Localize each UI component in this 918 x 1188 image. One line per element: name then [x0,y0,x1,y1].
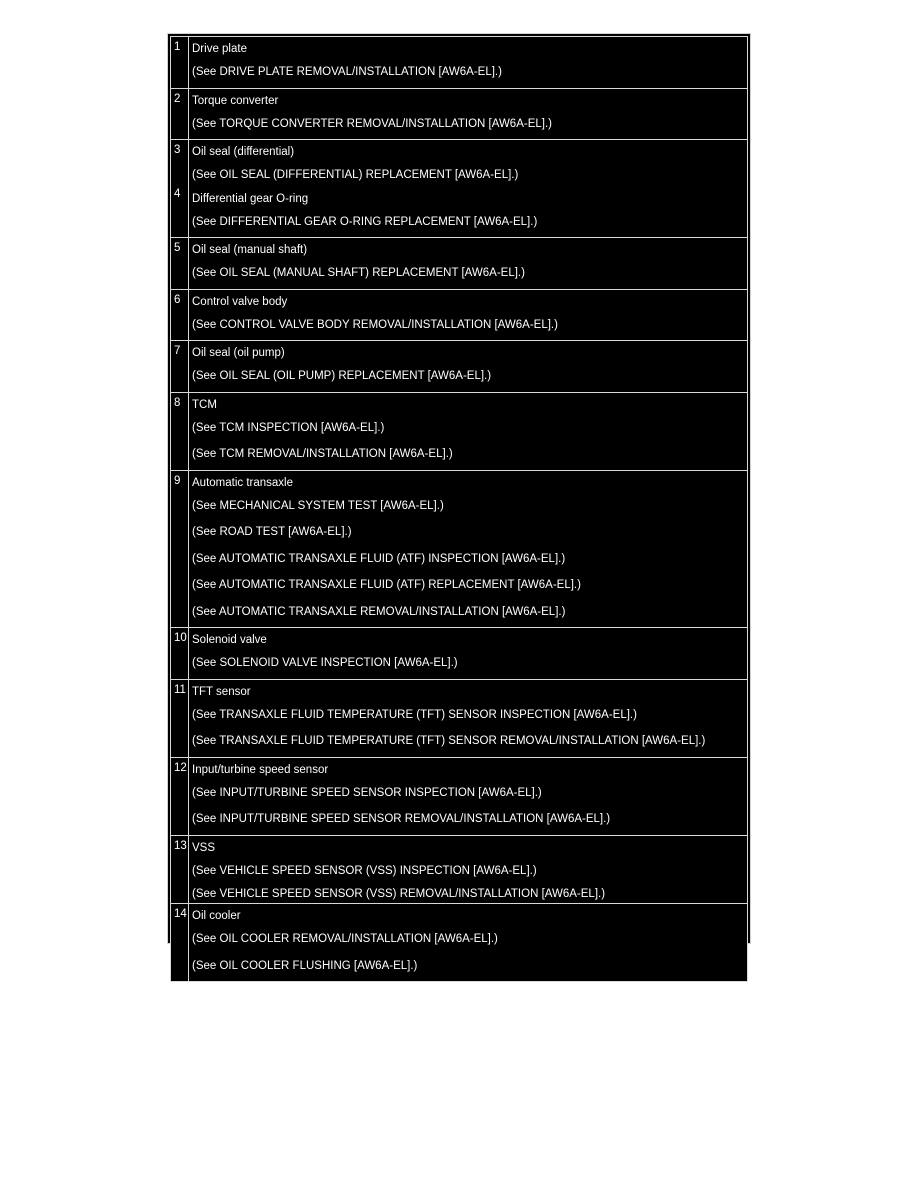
item-title: Drive plate [192,43,247,55]
item-content [189,392,748,470]
item-content [189,341,748,393]
table-row [171,904,748,982]
item-number: 12 [171,757,189,835]
item-content [189,835,748,904]
item-title: Oil seal (differential) [192,146,295,158]
item-reference-link[interactable]: (See AUTOMATIC TRANSAXLE FLUID (ATF) INSPECTION [AW6A-EL].) [192,552,566,565]
item-reference-link[interactable]: (See TRANSAXLE FLUID TEMPERATURE (TFT) SENSOR INSPECTION [AW6A-EL].) [192,708,637,721]
table-row [171,835,748,904]
item-reference-link[interactable]: (See SOLENOID VALVE INSPECTION [AW6A-EL].) [192,657,458,669]
item-content [189,238,748,290]
item-content [189,904,748,982]
item-number: 4 [174,188,181,200]
item-number: 6 [171,289,189,341]
item-reference-link[interactable]: (See DIFFERENTIAL GEAR O-RING REPLACEMENT [AW6A-EL].) [192,215,538,228]
item-number: 10 [171,628,189,680]
item-reference-link[interactable]: (See AUTOMATIC TRANSAXLE REMOVAL/INSTALLATION [AW6A-EL].) [192,605,566,618]
item-content [189,140,748,238]
item-number [171,140,189,238]
table-row [171,88,748,140]
item-title: Input/turbine speed sensor [192,763,329,776]
item-content [189,757,748,835]
table-row [171,757,748,835]
item-reference-link[interactable]: (See TRANSAXLE FLUID TEMPERATURE (TFT) SENSOR REMOVAL/INSTALLATION [AW6A-EL].) [192,735,706,747]
item-title: VSS [192,841,216,854]
item-reference-link[interactable]: (See AUTOMATIC TRANSAXLE FLUID (ATF) REPLACEMENT [AW6A-EL].) [192,579,581,591]
table-row [171,140,748,238]
table-row [171,628,748,680]
table-row [171,238,748,290]
item-number: 11 [171,679,189,757]
item-reference-link[interactable]: (See TORQUE CONVERTER REMOVAL/INSTALLATION [AW6A-EL].) [192,117,552,130]
table-row [171,341,748,393]
item-number: 13 [171,835,189,904]
item-title: Oil cooler [192,910,241,922]
item-reference-link[interactable]: (See INPUT/TURBINE SPEED SENSOR REMOVAL/INSTALLATION [AW6A-EL].) [192,813,611,825]
item-title: Oil seal (manual shaft) [192,244,308,256]
item-content [189,88,748,140]
item-title: Solenoid valve [192,634,267,646]
item-reference-link[interactable]: (See VEHICLE SPEED SENSOR (VSS) INSPECTION [AW6A-EL].) [192,864,537,877]
item-reference-link[interactable]: (See VEHICLE SPEED SENSOR (VSS) REMOVAL/INSTALLATION [AW6A-EL].) [192,888,606,900]
item-reference-link[interactable]: (See CONTROL VALVE BODY REMOVAL/INSTALLATION [AW6A-EL].) [192,318,558,331]
parts-table [170,36,748,982]
item-number: 8 [171,392,189,470]
item-number: 5 [171,238,189,290]
parts-table-body [171,37,748,982]
item-content [189,628,748,680]
item-content [189,470,748,628]
item-title: Automatic transaxle [192,476,293,489]
table-row [171,470,748,628]
item-reference-link[interactable]: (See INPUT/TURBINE SPEED SENSOR INSPECTION [AW6A-EL].) [192,786,542,799]
item-reference-link[interactable]: (See ROAD TEST [AW6A-EL].) [192,526,352,538]
item-content [189,289,748,341]
item-title: Oil seal (oil pump) [192,347,285,359]
item-content [189,679,748,757]
item-reference-link[interactable]: (See OIL SEAL (DIFFERENTIAL) REPLACEMENT [AW6A-EL].) [192,169,519,181]
item-reference-link[interactable]: (See TCM REMOVAL/INSTALLATION [AW6A-EL].) [192,448,453,460]
item-reference-link[interactable]: (See OIL SEAL (OIL PUMP) REPLACEMENT [AW6A-EL].) [192,370,492,382]
item-number: 9 [171,470,189,628]
table-row [171,37,748,89]
item-reference-link[interactable]: (See OIL COOLER FLUSHING [AW6A-EL].) [192,959,418,972]
item-title: TCM [192,398,217,411]
item-reference-link[interactable]: (See MECHANICAL SYSTEM TEST [AW6A-EL].) [192,499,444,512]
item-number: 7 [171,341,189,393]
item-title: Torque converter [192,94,279,107]
item-number: 3 [174,144,181,156]
item-number: 1 [171,37,189,89]
parts-table-frame [167,33,751,972]
table-row [171,679,748,757]
item-title: TFT sensor [192,685,251,698]
item-title: Differential gear O-ring [192,192,309,205]
item-reference-link[interactable]: (See OIL COOLER REMOVAL/INSTALLATION [AW6A-EL].) [192,933,498,945]
table-row [171,289,748,341]
item-title: Control valve body [192,295,288,308]
table-row [171,392,748,470]
item-number: 2 [171,88,189,140]
item-content [189,37,748,89]
item-reference-link[interactable]: (See TCM INSPECTION [AW6A-EL].) [192,421,385,434]
item-number: 14 [171,904,189,982]
item-reference-link[interactable]: (See OIL SEAL (MANUAL SHAFT) REPLACEMENT [AW6A-EL].) [192,267,525,279]
item-reference-link[interactable]: (See DRIVE PLATE REMOVAL/INSTALLATION [AW6A-EL].) [192,66,502,78]
